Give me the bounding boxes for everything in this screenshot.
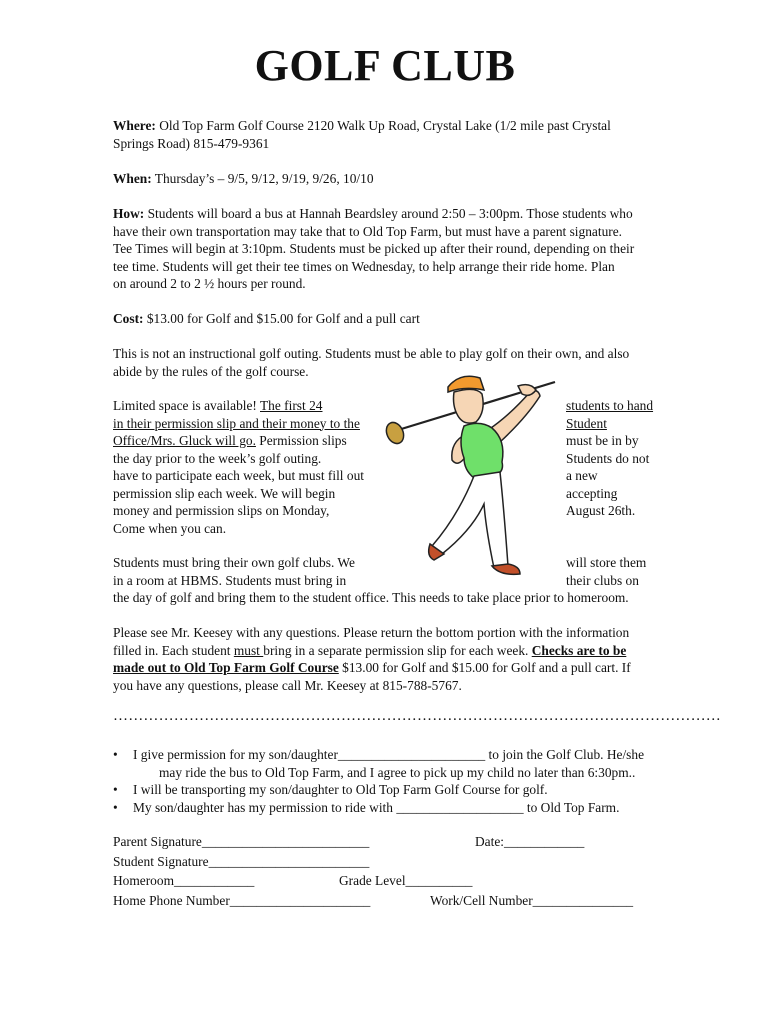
- bullet-3-text: My son/daughter has my permission to ride with ___________________ to Old Top Farm.: [133, 799, 620, 815]
- bullet-symbol: •: [113, 799, 118, 815]
- golf-club-head: [383, 420, 407, 447]
- limited-text-slips: Permission slips: [255, 433, 347, 448]
- where-label: Where:: [113, 118, 156, 133]
- how-label: How:: [113, 206, 145, 221]
- limited-underlined-office: Office/Mrs. Gluck will go.: [113, 433, 256, 448]
- student-signature-field[interactable]: Student Signature________________________: [113, 853, 370, 869]
- limited-line-7: money and permission slips on Monday,: [113, 503, 330, 518]
- questions-text-a: filled in. Each student: [113, 642, 234, 658]
- limited-line-5: have to participate each week, but must fill out: [113, 468, 364, 483]
- questions-line-1: Please see Mr. Keesey with any questions. Please return the bottom portion with the information: [113, 625, 630, 640]
- clubs-line-3: the day of golf and bring them to the student office. This needs to take place prior to homeroom.: [113, 590, 629, 605]
- cost-text: $13.00 for Golf and $15.00 for Golf and a pull cart: [143, 311, 420, 326]
- bullet-symbol: •: [113, 747, 118, 762]
- limited-line-8: Come when you can.: [113, 520, 227, 536]
- limited-right-4: Students do not: [566, 450, 650, 466]
- limited-line-4: the day prior to the week’s golf outing.: [113, 450, 322, 466]
- limited-text: Limited space is available!: [113, 398, 260, 413]
- permission-bullet-1-cont: may ride the bus to Old Top Farm, and I agree to pick up my child no later than 6:30pm..: [159, 764, 636, 780]
- golfer-right-shoe: [492, 564, 520, 574]
- questions-line-4: you have any questions, please call Mr. Keesey at 815-788-5767.: [113, 677, 462, 693]
- cost-label: Cost:: [113, 311, 144, 326]
- checks-payee: made out to Old Top Farm Golf Course: [113, 660, 339, 675]
- permission-bullet-3: [113, 799, 619, 817]
- limited-right-2: Student: [566, 415, 607, 431]
- permission-bullet-2: [113, 781, 548, 799]
- where-line-2: Springs Road) 815-479-9361: [113, 136, 270, 151]
- limited-line-6: permission slip each week. We will begin: [113, 485, 336, 501]
- work-cell-field[interactable]: Work/Cell Number_______________: [430, 892, 634, 908]
- clubs-right-2: their clubs on: [566, 572, 639, 588]
- limited-right-7: August 26th.: [566, 503, 636, 518]
- page-title: GOLF CLUB: [254, 41, 516, 90]
- homeroom-field[interactable]: Homeroom____________: [113, 873, 255, 888]
- how-text: Students will board a bus at Hannah Beardsley around 2:50 – 3:00pm. Those students who: [144, 206, 633, 221]
- questions-line-3: [113, 659, 631, 677]
- parent-signature-field[interactable]: Parent Signature_________________________: [113, 834, 370, 849]
- when-line: [113, 170, 374, 188]
- permission-bullet-1: [113, 746, 644, 764]
- when-text: Thursday’s – 9/5, 9/12, 9/19, 9/26, 10/10: [151, 171, 374, 186]
- limited-underlined: The first 24: [260, 398, 323, 413]
- limited-right-1: students to hand: [566, 398, 654, 413]
- limited-line-2: in their permission slip and their money to the: [113, 415, 360, 431]
- clubs-line-2: in a room at HBMS. Students must bring in: [113, 572, 347, 588]
- home-phone-field[interactable]: Home Phone Number_____________________: [113, 892, 371, 908]
- instructional-line-1: This is not an instructional golf outing. Students must be able to play golf on their own, and also: [113, 346, 630, 361]
- limited-line-3: [113, 432, 347, 450]
- bullet-symbol: •: [113, 782, 118, 797]
- checks-notice: Checks are to be: [531, 642, 627, 658]
- cost-line: [113, 310, 420, 328]
- golfer-hands: [518, 385, 536, 396]
- date-field[interactable]: Date:____________: [475, 834, 585, 849]
- questions-line-2: [113, 642, 626, 660]
- how-line-2: have their own transportation may take that to Old Top Farm, but must have a parent signature.: [113, 223, 623, 239]
- questions-text-b: bring in a separate permission slip for each week.: [263, 642, 532, 658]
- questions-cost: $13.00 for Golf and $15.00 for Golf and a pull cart. If: [338, 660, 631, 675]
- how-line-3: Tee Times will begin at 3:10pm. Students must be picked up after their round, depending on their: [113, 241, 635, 256]
- questions-must: must: [233, 642, 264, 658]
- limited-line-1: [113, 397, 322, 415]
- cut-line-separator: …………………………………………………………………………………………………………: [113, 708, 721, 724]
- limited-right-6: accepting: [566, 485, 618, 501]
- instructional-line-2: abide by the rules of the golf course.: [113, 363, 309, 379]
- golfer-illustration: [380, 370, 560, 585]
- how-line-4: tee time. Students will get their tee times on Wednesday, to help arrange their ride home. Plan: [113, 258, 615, 274]
- where-text: Old Top Farm Golf Course 2120 Walk Up Road, Crystal Lake (1/2 mile past Crystal: [155, 118, 611, 133]
- how-line-1: [113, 205, 633, 223]
- clubs-right-1: will store them: [566, 555, 647, 570]
- limited-right-5: a new: [566, 468, 598, 483]
- clubs-line-1: Students must bring their own golf clubs. We: [113, 555, 355, 570]
- grade-level-field[interactable]: Grade Level__________: [339, 873, 473, 888]
- when-label: When:: [113, 171, 152, 186]
- limited-right-3: must be in by: [566, 433, 639, 448]
- bullet-2-text: I will be transporting my son/daughter to Old Top Farm Golf Course for golf.: [133, 782, 548, 797]
- how-line-5: on around 2 to 2 ½ hours per round.: [113, 276, 306, 291]
- golfer-head: [454, 389, 484, 423]
- where-line-1: [113, 117, 611, 135]
- bullet-1-text: I give permission for my son/daughter______________________ to join the Golf Club. He/she: [133, 747, 645, 762]
